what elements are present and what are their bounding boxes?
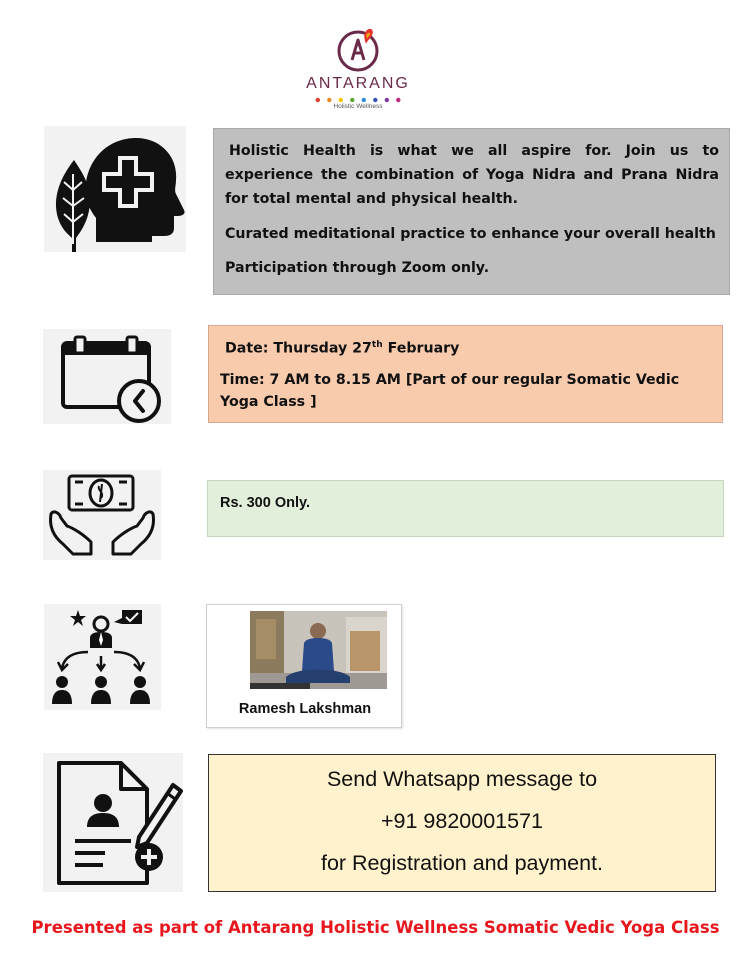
footer-text: Presented as part of Antarang Holistic Wellness Somatic Vedic Yoga Class xyxy=(31,918,720,937)
brand-dot xyxy=(396,98,400,102)
whatsapp-number[interactable]: +91 9820001571 xyxy=(380,809,544,833)
calendar-icon-tile xyxy=(43,329,171,424)
health-icon-tile xyxy=(44,126,186,252)
instructor-icon-tile xyxy=(44,604,161,710)
event-time: Time: 7 AM to 8.15 AM [Part of our regular Somatic Vedic Yoga Class ] xyxy=(220,371,680,410)
schedule-box xyxy=(208,325,723,423)
brand-dot xyxy=(339,98,343,102)
registration-line-3: for Registration and payment. xyxy=(320,851,604,875)
instructor-group-icon xyxy=(44,604,161,710)
brand-dot xyxy=(316,98,320,102)
info-line-3: Participation through Zoom only. xyxy=(225,260,490,276)
instructor-photo xyxy=(250,611,387,689)
brand-dot xyxy=(327,98,331,102)
date-ordinal: th xyxy=(371,340,383,350)
brand-dot xyxy=(385,98,389,102)
date-text: Date: Thursday 27 xyxy=(225,340,372,357)
registration-box xyxy=(208,754,716,892)
registration-icon-tile xyxy=(43,753,183,892)
event-date xyxy=(225,334,712,360)
brand-dot xyxy=(373,98,377,102)
mental-health-icon xyxy=(44,126,186,252)
info-line-1: Holistic Health is what we all aspire for. Join us to experience the combination of Yoga Nidra and Prana Nidra for total mental and physical health. xyxy=(225,143,719,207)
brand-name: ANTARANG xyxy=(306,75,410,92)
antarang-logo xyxy=(300,24,416,112)
info-box xyxy=(213,128,730,295)
brand-tagline: Holistic Wellness xyxy=(333,103,383,110)
date-month: February xyxy=(382,340,460,357)
fee-text: Rs. 300 Only. xyxy=(220,495,310,511)
brand-dot xyxy=(350,98,354,102)
registration-line-1: Send Whatsapp message to xyxy=(326,767,598,791)
money-hands-icon xyxy=(43,470,161,560)
brand-dot xyxy=(362,98,366,102)
instructor-name: Ramesh Lakshman xyxy=(238,701,372,717)
fee-box xyxy=(207,480,724,537)
info-line-2: Curated meditational practice to enhance your overall health xyxy=(225,226,716,242)
logo-icon xyxy=(334,24,382,74)
instructor-card xyxy=(206,604,402,728)
fee-icon-tile xyxy=(43,470,161,560)
registration-form-icon xyxy=(43,753,183,892)
calendar-clock-icon xyxy=(43,329,171,424)
